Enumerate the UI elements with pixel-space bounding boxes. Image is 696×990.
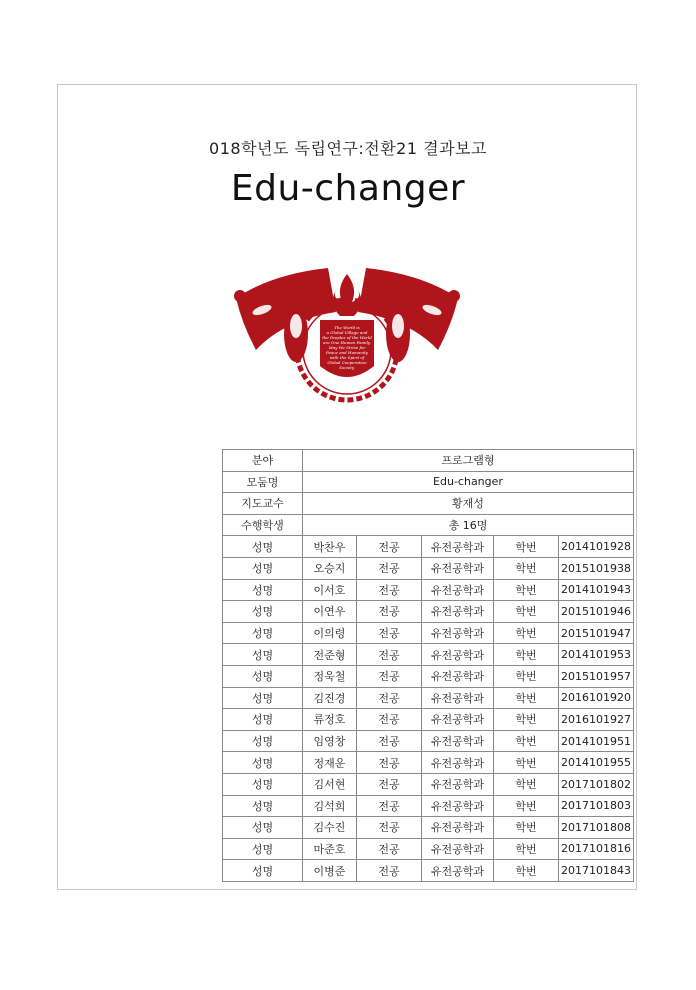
member-name-label: 성명 <box>223 709 303 731</box>
field-label: 분야 <box>223 450 303 472</box>
member-id-label: 학번 <box>494 817 559 839</box>
table-row <box>223 752 634 774</box>
member-name-label: 성명 <box>223 773 303 795</box>
member-name: 김석희 <box>303 795 357 817</box>
table-row <box>223 601 634 623</box>
member-major: 유전공학과 <box>422 579 494 601</box>
member-id-label: 학번 <box>494 730 559 752</box>
table-row <box>223 730 634 752</box>
member-name-label: 성명 <box>223 622 303 644</box>
member-id-label: 학번 <box>494 752 559 774</box>
member-student-id: 2014101955 <box>559 752 634 774</box>
member-id-label: 학번 <box>494 579 559 601</box>
member-id-label: 학번 <box>494 665 559 687</box>
member-major: 유전공학과 <box>422 644 494 666</box>
member-student-id: 2014101928 <box>559 536 634 558</box>
member-name-label: 성명 <box>223 687 303 709</box>
member-major: 유전공학과 <box>422 752 494 774</box>
member-major: 유전공학과 <box>422 665 494 687</box>
university-emblem-icon <box>232 254 462 414</box>
emblem-motto-line: the Peoples of the World <box>322 335 372 340</box>
info-table-body <box>223 450 634 536</box>
member-major: 유전공학과 <box>422 709 494 731</box>
member-name: 이서호 <box>303 579 357 601</box>
member-name: 박찬우 <box>303 536 357 558</box>
member-student-id: 2017101802 <box>559 773 634 795</box>
table-row <box>223 536 634 558</box>
member-name-label: 성명 <box>223 838 303 860</box>
table-row <box>223 557 634 579</box>
table-row <box>223 773 634 795</box>
emblem-motto-line: Peace and Humanity <box>326 350 368 355</box>
member-student-id: 2015101947 <box>559 622 634 644</box>
table-row <box>223 709 634 731</box>
emblem-motto-line: are One Human Family. <box>323 340 371 345</box>
member-name-label: 성명 <box>223 752 303 774</box>
group-value: Edu-changer <box>303 471 634 493</box>
emblem-flame <box>333 274 361 316</box>
member-name-label: 성명 <box>223 557 303 579</box>
table-row <box>223 687 634 709</box>
table-row <box>223 860 634 882</box>
member-major-label: 전공 <box>357 622 422 644</box>
member-name-label: 성명 <box>223 795 303 817</box>
member-major-label: 전공 <box>357 536 422 558</box>
member-student-id: 2016101920 <box>559 687 634 709</box>
students-count-label: 수행학생 <box>223 514 303 536</box>
project-info-table <box>222 449 634 882</box>
member-name-label: 성명 <box>223 730 303 752</box>
member-name: 오승지 <box>303 557 357 579</box>
member-id-label: 학번 <box>494 709 559 731</box>
row-field <box>223 450 634 472</box>
member-major: 유전공학과 <box>422 838 494 860</box>
emblem-motto-line: May We Strive for <box>328 345 366 350</box>
member-student-id: 2017101843 <box>559 860 634 882</box>
group-label: 모둠명 <box>223 471 303 493</box>
emblem-left-scroll <box>234 290 246 302</box>
member-name: 이의령 <box>303 622 357 644</box>
member-major-label: 전공 <box>357 730 422 752</box>
table-row <box>223 838 634 860</box>
emblem-motto-line: The World is <box>334 325 360 330</box>
member-id-label: 학번 <box>494 773 559 795</box>
emblem-motto-line: Global Cooperation <box>327 360 367 365</box>
row-students-count <box>223 514 634 536</box>
table-row <box>223 579 634 601</box>
member-name: 임영창 <box>303 730 357 752</box>
member-major-label: 전공 <box>357 665 422 687</box>
member-major: 유전공학과 <box>422 536 494 558</box>
member-id-label: 학번 <box>494 687 559 709</box>
member-id-label: 학번 <box>494 795 559 817</box>
member-major-label: 전공 <box>357 687 422 709</box>
member-id-label: 학번 <box>494 644 559 666</box>
member-major: 유전공학과 <box>422 601 494 623</box>
member-name: 이병준 <box>303 860 357 882</box>
member-name-label: 성명 <box>223 644 303 666</box>
member-major-label: 전공 <box>357 817 422 839</box>
member-name: 김서현 <box>303 773 357 795</box>
member-name-label: 성명 <box>223 536 303 558</box>
report-title: Edu-changer <box>230 168 466 209</box>
member-name: 김진경 <box>303 687 357 709</box>
emblem-motto-line: Society. <box>339 365 355 370</box>
member-id-label: 학번 <box>494 536 559 558</box>
member-major-label: 전공 <box>357 709 422 731</box>
member-name: 마준호 <box>303 838 357 860</box>
member-student-id: 2017101808 <box>559 817 634 839</box>
member-major: 유전공학과 <box>422 860 494 882</box>
member-major-label: 전공 <box>357 838 422 860</box>
row-group <box>223 471 634 493</box>
member-major-label: 전공 <box>357 601 422 623</box>
advisor-label: 지도교수 <box>223 493 303 515</box>
member-name-label: 성명 <box>223 817 303 839</box>
member-major: 유전공학과 <box>422 687 494 709</box>
row-advisor <box>223 493 634 515</box>
member-id-label: 학번 <box>494 622 559 644</box>
table-row <box>223 665 634 687</box>
emblem-motto-line: with the Spirit of <box>329 355 365 360</box>
field-value: 프로그램형 <box>303 450 634 472</box>
member-student-id: 2017101803 <box>559 795 634 817</box>
emblem-motto-line: a Global Village and <box>326 330 368 335</box>
member-major: 유전공학과 <box>422 622 494 644</box>
member-rows <box>223 536 634 882</box>
member-id-label: 학번 <box>494 557 559 579</box>
member-name-label: 성명 <box>223 579 303 601</box>
member-name: 이연우 <box>303 601 357 623</box>
member-student-id: 2015101938 <box>559 557 634 579</box>
member-name: 정욱철 <box>303 665 357 687</box>
member-major: 유전공학과 <box>422 817 494 839</box>
member-name: 김수진 <box>303 817 357 839</box>
member-student-id: 2015101957 <box>559 665 634 687</box>
member-id-label: 학번 <box>494 601 559 623</box>
member-major-label: 전공 <box>357 773 422 795</box>
member-major-label: 전공 <box>357 752 422 774</box>
member-major-label: 전공 <box>357 557 422 579</box>
member-student-id: 2016101927 <box>559 709 634 731</box>
member-student-id: 2014101951 <box>559 730 634 752</box>
member-major: 유전공학과 <box>422 557 494 579</box>
advisor-value: 황재성 <box>303 493 634 515</box>
member-student-id: 2014101953 <box>559 644 634 666</box>
member-student-id: 2015101946 <box>559 601 634 623</box>
member-major-label: 전공 <box>357 644 422 666</box>
member-student-id: 2017101816 <box>559 838 634 860</box>
member-student-id: 2014101943 <box>559 579 634 601</box>
table-row <box>223 795 634 817</box>
member-name-label: 성명 <box>223 601 303 623</box>
member-id-label: 학번 <box>494 860 559 882</box>
member-major-label: 전공 <box>357 795 422 817</box>
member-major: 유전공학과 <box>422 795 494 817</box>
member-name: 류정호 <box>303 709 357 731</box>
member-major-label: 전공 <box>357 579 422 601</box>
member-major: 유전공학과 <box>422 773 494 795</box>
report-subtitle: 018학년도 독립연구:전환21 결과보고 <box>209 139 487 158</box>
member-major-label: 전공 <box>357 860 422 882</box>
member-name-label: 성명 <box>223 860 303 882</box>
table-row <box>223 644 634 666</box>
member-major: 유전공학과 <box>422 730 494 752</box>
member-name-label: 성명 <box>223 665 303 687</box>
member-name: 정재운 <box>303 752 357 774</box>
table-row <box>223 622 634 644</box>
emblem-right-scroll <box>448 290 460 302</box>
students-count-value: 총 16명 <box>303 514 634 536</box>
table-row <box>223 817 634 839</box>
member-id-label: 학번 <box>494 838 559 860</box>
member-name: 전준형 <box>303 644 357 666</box>
